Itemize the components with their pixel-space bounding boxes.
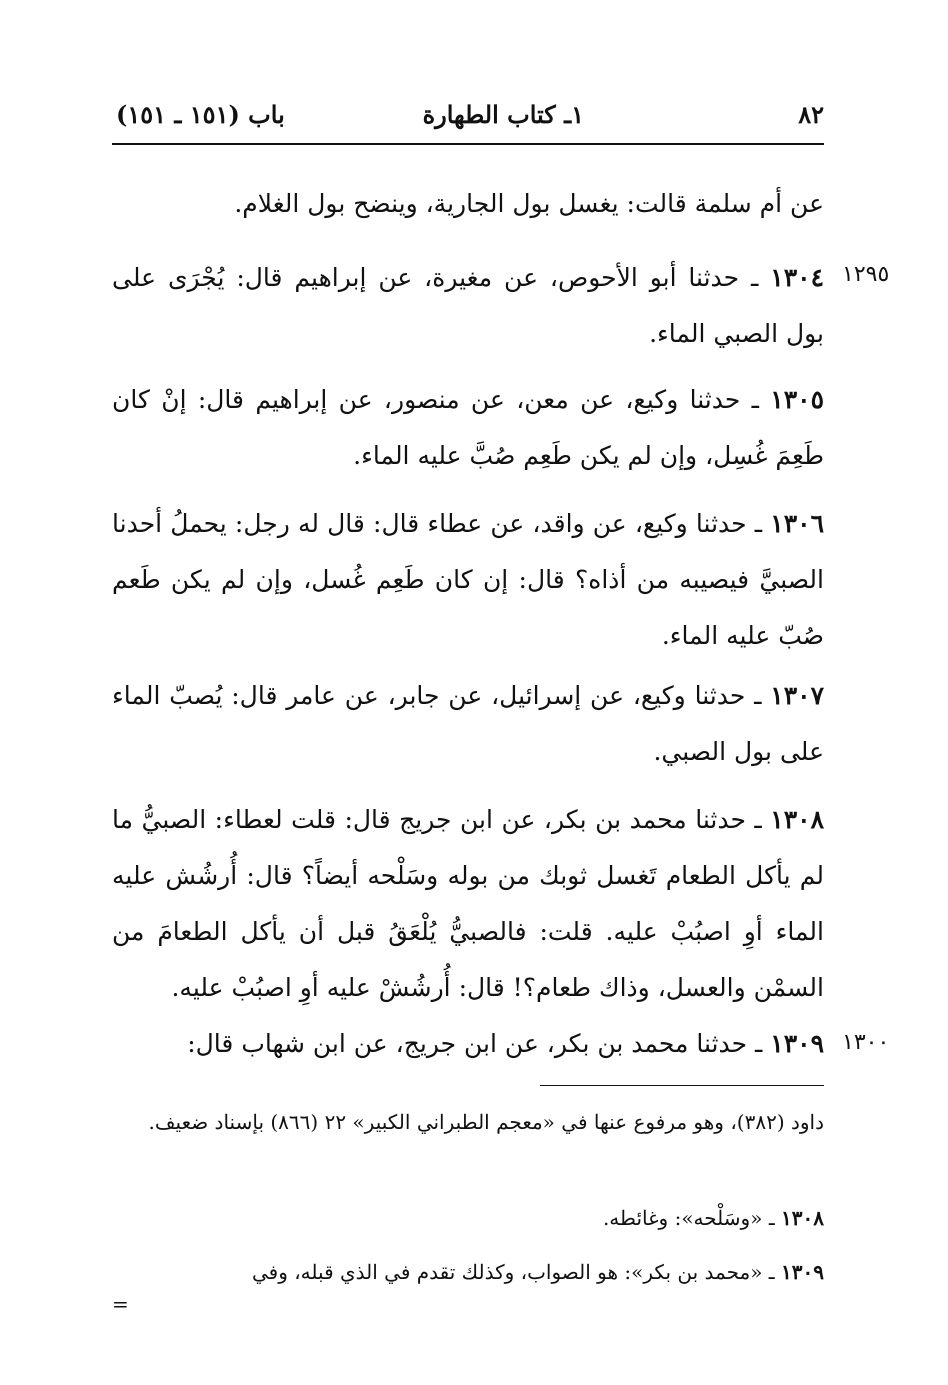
header-rule (112, 143, 824, 145)
hadith-text: ـ حدثنا أبو الأحوص، عن مغيرة، عن إبراهيم قال: يُجْرَى على بول الصبي الماء. (112, 263, 824, 348)
footnote (112, 1196, 824, 1240)
page-header (112, 92, 824, 138)
hadith-text: ـ حدثنا محمد بن بكر، عن ابن جريج، عن ابن شهاب قال: (187, 1029, 771, 1058)
margin-number: ١٣٠٠ (842, 1030, 890, 1055)
footnote-continuation: داود (٣٨٢)، وهو مرفوع عنها في «معجم الطبراني الكبير» ٢٢ (٨٦٦) بإسناد ضعيف. (148, 1110, 824, 1134)
hadith-paragraph (112, 496, 824, 664)
footnote-number: ١٣٠٨ (781, 1206, 824, 1230)
hadith-paragraph (112, 372, 824, 484)
intro-paragraph: عن أم سلمة قالت: يغسل بول الجارية، وينضح بول الغلام. (234, 189, 824, 218)
hadith-number: ١٣٠٥ (770, 385, 824, 414)
margin-number: ١٢٩٥ (842, 262, 890, 287)
hadith-number: ١٣٠٧ (770, 681, 824, 710)
hadith-paragraph (112, 1016, 824, 1072)
hadith-number: ١٣٠٩ (770, 1029, 824, 1058)
footnote-text: ـ «وسَلْحه»: وغائطه. (602, 1206, 782, 1230)
hadith-paragraph (112, 792, 824, 1016)
hadith-paragraph (112, 668, 824, 780)
hadith-number: ١٣٠٦ (770, 509, 824, 538)
chapter-label: باب (١٥١ ـ ١٥١) (116, 100, 285, 129)
hadith-number: ١٣٠٨ (770, 805, 824, 834)
footnote-number: ١٣٠٩ (781, 1260, 824, 1284)
footnote-rule (540, 1085, 824, 1086)
hadith-number: ١٣٠٤ (770, 263, 824, 292)
page-number: ٨٢ (798, 100, 824, 129)
continued-mark: = (112, 1292, 129, 1316)
hadith-paragraph (112, 250, 824, 362)
footnote (112, 1250, 824, 1294)
book-title: ١ـ كتاب الطهارة (422, 100, 584, 129)
hadith-text: ـ حدثنا وكيع، عن إسرائيل، عن جابر، عن عامر قال: يُصبّ الماء على بول الصبي. (112, 681, 824, 766)
hadith-text: ـ حدثنا وكيع، عن واقد، عن عطاء قال: قال له رجل: يحملُ أحدنا الصبيَّ فيصيبه من أذاه؟ قال: إن كان طَعِم غُسل، وإن لم يكن طَعم صُبّ عليه الماء. (112, 509, 824, 650)
hadith-text: ـ حدثنا وكيع، عن معن، عن منصور، عن إبراهيم قال: إنْ كان طَعِمَ غُسِل، وإن لم يكن طَعِم صُبَّ عليه الماء. (112, 385, 824, 470)
footnote-text: ـ «محمد بن بكر»: هو الصواب، وكذلك تقدم في الذي قبله، وفي (251, 1260, 782, 1284)
hadith-text: ـ حدثنا محمد بن بكر، عن ابن جريج قال: قلت لعطاء: الصبيُّ ما لم يأكل الطعام تَغسل ثوبك من بوله وسَلْحه أيضاً؟ قال: أُرشُش عليه الماء أوِ اصبُبْ عليه. قلت: فالصبيُّ يُلْعَقُ قبل أن يأكل الطعامَ من السمْن والعسل، وذاك طعام؟! قال: أُرشُشْ عليه أوِ اصبُبْ عليه. (112, 805, 824, 1002)
